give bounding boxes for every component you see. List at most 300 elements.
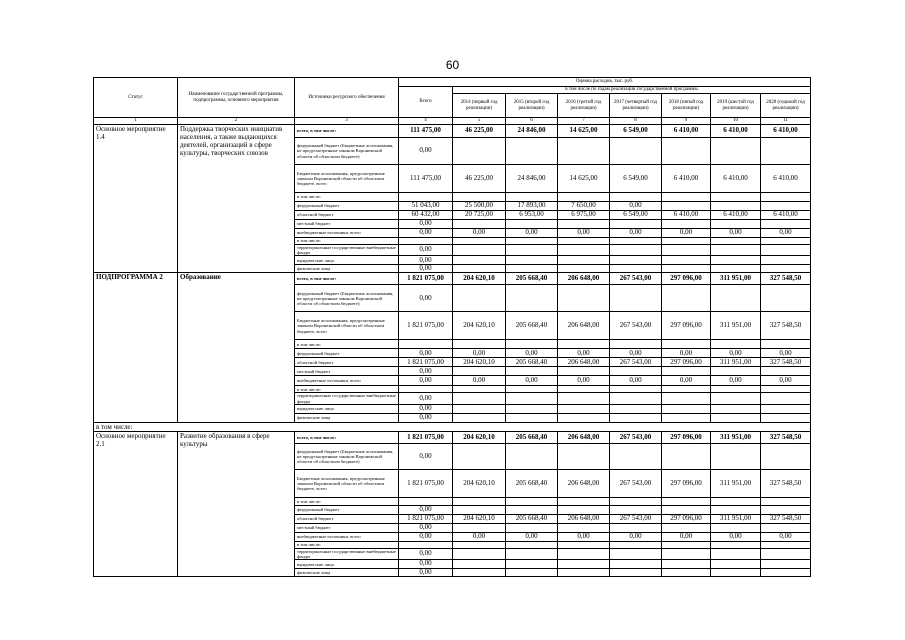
column-number: 2 — [178, 118, 295, 125]
value-cell — [610, 220, 662, 229]
value-cell — [453, 569, 506, 577]
value-cell — [711, 560, 761, 569]
value-cell — [761, 367, 811, 376]
value-cell — [711, 256, 761, 265]
value-cell — [610, 497, 662, 505]
value-cell: 0,00 — [399, 505, 453, 514]
value-cell — [711, 443, 761, 469]
column-number: 11 — [761, 118, 811, 125]
column-number: 3 — [295, 118, 399, 125]
value-cell: 46 225,00 — [453, 165, 506, 193]
value-cell — [506, 541, 558, 548]
value-cell: 297 096,00 — [662, 273, 711, 285]
value-cell: 1 821 075,00 — [399, 273, 453, 285]
value-cell: 0,00 — [558, 376, 610, 386]
value-cell: 0,00 — [506, 349, 558, 358]
source-cell: федеральный бюджет (Бюджетные ассигнования, не предусмотренные законом Воронежской области об областном бюджете) — [295, 443, 399, 469]
value-cell — [761, 443, 811, 469]
value-cell — [399, 340, 453, 349]
value-cell — [453, 413, 506, 422]
source-cell: всего, в том числе: — [295, 125, 399, 138]
subhead-row — [94, 422, 811, 431]
header-estimate: Оценка расходов, тыс. руб. — [399, 78, 811, 87]
table-row — [94, 431, 811, 443]
table-row — [94, 273, 811, 285]
value-cell — [558, 443, 610, 469]
value-cell — [506, 386, 558, 393]
value-cell — [558, 560, 610, 569]
source-cell: юридические лица — [295, 560, 399, 569]
value-cell — [506, 548, 558, 559]
value-cell — [399, 193, 453, 202]
value-cell — [558, 386, 610, 393]
value-cell — [610, 523, 662, 532]
header-year: 2020 (седьмой год реализации) — [761, 94, 811, 118]
column-number: 9 — [662, 118, 711, 125]
value-cell: 0,00 — [506, 229, 558, 238]
value-cell — [711, 285, 761, 312]
value-cell — [761, 256, 811, 265]
value-cell: 46 225,00 — [453, 125, 506, 138]
value-cell: 0,00 — [399, 229, 453, 238]
value-cell — [558, 245, 610, 256]
value-cell — [453, 541, 506, 548]
status-cell: Основное мероприятие 2.1 — [94, 431, 178, 576]
value-cell: 311 951,00 — [711, 469, 761, 497]
source-cell: в том числе: — [295, 193, 399, 202]
value-cell — [711, 138, 761, 165]
value-cell — [506, 443, 558, 469]
source-cell: в том числе: — [295, 541, 399, 548]
value-cell: 204 620,10 — [453, 514, 506, 523]
column-number: 8 — [610, 118, 662, 125]
source-cell: местный бюджет — [295, 220, 399, 229]
value-cell: 6 410,00 — [662, 165, 711, 193]
column-number: 7 — [558, 118, 610, 125]
value-cell: 205 668,40 — [506, 514, 558, 523]
value-cell — [662, 560, 711, 569]
value-cell: 0,00 — [610, 202, 662, 211]
value-cell — [662, 238, 711, 245]
value-cell — [558, 393, 610, 404]
value-cell — [506, 497, 558, 505]
value-cell — [558, 220, 610, 229]
column-number: 6 — [506, 118, 558, 125]
header-by-years: в том числе по годам реализации государственной программы — [453, 87, 811, 94]
value-cell: 0,00 — [506, 532, 558, 541]
value-cell — [453, 523, 506, 532]
value-cell — [453, 220, 506, 229]
column-number: 1 — [94, 118, 178, 125]
value-cell: 0,00 — [399, 256, 453, 265]
value-cell: 267 543,00 — [610, 358, 662, 367]
value-cell: 204 620,10 — [453, 431, 506, 443]
value-cell: 267 543,00 — [610, 273, 662, 285]
value-cell — [711, 404, 761, 413]
value-cell: 0,00 — [761, 229, 811, 238]
source-cell: территориальные государственные внебюджетные фонды — [295, 245, 399, 256]
value-cell — [662, 138, 711, 165]
value-cell: 327 548,50 — [761, 358, 811, 367]
status-cell: ПОДПРОГРАММА 2 — [94, 273, 178, 422]
value-cell: 6 410,00 — [711, 211, 761, 220]
value-cell: 6 410,00 — [662, 125, 711, 138]
value-cell — [711, 386, 761, 393]
value-cell — [761, 193, 811, 202]
value-cell — [453, 265, 506, 273]
value-cell — [662, 548, 711, 559]
value-cell: 1 821 075,00 — [399, 312, 453, 340]
value-cell: 17 893,00 — [506, 202, 558, 211]
value-cell — [610, 560, 662, 569]
value-cell — [558, 523, 610, 532]
source-cell: внебюджетные источники, всего — [295, 376, 399, 386]
source-cell: областной бюджет — [295, 514, 399, 523]
value-cell — [506, 238, 558, 245]
value-cell — [453, 285, 506, 312]
name-cell: Развитие образования в сфере культуры — [178, 431, 295, 576]
value-cell — [662, 340, 711, 349]
value-cell — [711, 523, 761, 532]
value-cell: 0,00 — [662, 376, 711, 386]
value-cell — [711, 541, 761, 548]
budget-table-body — [94, 78, 811, 577]
value-cell: 0,00 — [399, 245, 453, 256]
value-cell: 297 096,00 — [662, 469, 711, 497]
value-cell — [711, 413, 761, 422]
value-cell — [506, 245, 558, 256]
header-year: 2019 (шестой год реализации) — [711, 94, 761, 118]
value-cell — [761, 245, 811, 256]
source-cell: юридические лица — [295, 404, 399, 413]
source-cell: федеральный бюджет — [295, 505, 399, 514]
value-cell — [662, 497, 711, 505]
value-cell: 0,00 — [399, 404, 453, 413]
value-cell — [399, 541, 453, 548]
value-cell: 206 648,00 — [558, 514, 610, 523]
value-cell: 0,00 — [558, 349, 610, 358]
value-cell: 205 668,40 — [506, 431, 558, 443]
value-cell: 0,00 — [453, 376, 506, 386]
value-cell — [610, 245, 662, 256]
value-cell: 311 951,00 — [711, 312, 761, 340]
value-cell: 0,00 — [711, 349, 761, 358]
value-cell: 267 543,00 — [610, 312, 662, 340]
name-cell: Поддержка творческих инициатив населения, а также выдающихся деятелей, организаций в сфере культуры, творческих союзов — [178, 125, 295, 273]
source-cell: Бюджетные ассигнования, предусмотренные законом Воронежской области об областном бюджете, всего — [295, 469, 399, 497]
value-cell: 0,00 — [761, 532, 811, 541]
value-cell — [610, 340, 662, 349]
value-cell — [610, 138, 662, 165]
value-cell — [558, 541, 610, 548]
value-cell: 6 549,00 — [610, 125, 662, 138]
value-cell: 0,00 — [662, 229, 711, 238]
value-cell: 205 668,40 — [506, 312, 558, 340]
value-cell: 205 668,40 — [506, 358, 558, 367]
value-cell: 0,00 — [399, 220, 453, 229]
value-cell: 0,00 — [399, 413, 453, 422]
value-cell — [558, 367, 610, 376]
value-cell — [662, 193, 711, 202]
value-cell — [453, 245, 506, 256]
value-cell — [662, 202, 711, 211]
value-cell: 297 096,00 — [662, 312, 711, 340]
value-cell: 267 543,00 — [610, 514, 662, 523]
value-cell: 6 410,00 — [711, 165, 761, 193]
value-cell: 0,00 — [711, 229, 761, 238]
value-cell — [761, 340, 811, 349]
value-cell — [761, 541, 811, 548]
value-cell — [506, 193, 558, 202]
value-cell — [662, 523, 711, 532]
value-cell — [506, 285, 558, 312]
source-cell: федеральный бюджет — [295, 202, 399, 211]
value-cell: 1 821 075,00 — [399, 358, 453, 367]
value-cell: 60 432,00 — [399, 211, 453, 220]
source-cell: территориальные государственные внебюджетные фонды — [295, 548, 399, 559]
value-cell: 0,00 — [558, 229, 610, 238]
value-cell — [711, 393, 761, 404]
value-cell: 0,00 — [399, 393, 453, 404]
value-cell — [506, 393, 558, 404]
value-cell: 6 975,00 — [558, 211, 610, 220]
value-cell — [610, 238, 662, 245]
value-cell: 6 410,00 — [662, 211, 711, 220]
value-cell: 0,00 — [558, 532, 610, 541]
value-cell: 24 846,00 — [506, 165, 558, 193]
value-cell — [662, 245, 711, 256]
value-cell: 6 410,00 — [761, 211, 811, 220]
value-cell — [662, 443, 711, 469]
value-cell — [399, 238, 453, 245]
value-cell — [506, 404, 558, 413]
value-cell — [558, 548, 610, 559]
value-cell — [610, 193, 662, 202]
value-cell — [761, 238, 811, 245]
value-cell — [558, 340, 610, 349]
value-cell — [506, 256, 558, 265]
value-cell: 327 548,50 — [761, 273, 811, 285]
header-year: 2015 (второй год реализации) — [506, 94, 558, 118]
value-cell — [558, 285, 610, 312]
source-cell: физические лица — [295, 265, 399, 273]
value-cell — [506, 367, 558, 376]
source-cell: территориальные государственные внебюджетные фонды — [295, 393, 399, 404]
value-cell — [453, 256, 506, 265]
header-year: 2016 (третий год реализации) — [558, 94, 610, 118]
value-cell — [761, 393, 811, 404]
table-row — [94, 125, 811, 138]
value-cell — [506, 265, 558, 273]
value-cell — [711, 265, 761, 273]
value-cell — [610, 404, 662, 413]
value-cell — [558, 413, 610, 422]
value-cell — [761, 220, 811, 229]
value-cell: 0,00 — [399, 569, 453, 577]
value-cell: 0,00 — [610, 229, 662, 238]
value-cell — [610, 386, 662, 393]
value-cell — [711, 497, 761, 505]
value-cell: 205 668,40 — [506, 273, 558, 285]
value-cell: 24 846,00 — [506, 125, 558, 138]
value-cell — [662, 413, 711, 422]
value-cell: 6 410,00 — [761, 125, 811, 138]
value-cell — [761, 560, 811, 569]
value-cell — [558, 265, 610, 273]
value-cell — [761, 138, 811, 165]
source-cell: физические лица — [295, 569, 399, 577]
value-cell — [711, 220, 761, 229]
value-cell — [711, 245, 761, 256]
value-cell — [711, 193, 761, 202]
header-source: Источники ресурсного обеспечения — [295, 78, 399, 118]
value-cell: 51 043,00 — [399, 202, 453, 211]
value-cell — [558, 505, 610, 514]
value-cell — [761, 413, 811, 422]
source-cell: местный бюджет — [295, 367, 399, 376]
value-cell — [610, 541, 662, 548]
value-cell — [558, 238, 610, 245]
value-cell — [610, 443, 662, 469]
source-cell: Бюджетные ассигнования, предусмотренные законом Воронежской области об областном бюджете, всего — [295, 165, 399, 193]
value-cell — [558, 404, 610, 413]
value-cell — [453, 497, 506, 505]
value-cell: 1 821 075,00 — [399, 514, 453, 523]
value-cell: 297 096,00 — [662, 358, 711, 367]
value-cell — [711, 548, 761, 559]
value-cell — [453, 340, 506, 349]
value-cell: 6 410,00 — [711, 125, 761, 138]
value-cell — [761, 386, 811, 393]
value-cell: 0,00 — [761, 349, 811, 358]
value-cell — [761, 404, 811, 413]
value-cell — [761, 523, 811, 532]
value-cell: 0,00 — [399, 367, 453, 376]
value-cell: 0,00 — [453, 229, 506, 238]
value-cell — [399, 386, 453, 393]
value-cell — [399, 497, 453, 505]
value-cell — [662, 569, 711, 577]
value-cell — [610, 256, 662, 265]
value-cell — [506, 340, 558, 349]
value-cell: 0,00 — [610, 349, 662, 358]
value-cell: 0,00 — [399, 376, 453, 386]
column-number: 4 — [399, 118, 453, 125]
value-cell: 0,00 — [761, 376, 811, 386]
value-cell — [711, 340, 761, 349]
value-cell — [711, 367, 761, 376]
value-cell — [662, 220, 711, 229]
value-cell: 0,00 — [399, 265, 453, 273]
value-cell: 297 096,00 — [662, 431, 711, 443]
value-cell: 297 096,00 — [662, 514, 711, 523]
name-cell: Образование — [178, 273, 295, 422]
value-cell — [662, 505, 711, 514]
source-cell: внебюджетные источники, всего — [295, 532, 399, 541]
value-cell: 6 549,00 — [610, 211, 662, 220]
value-cell: 0,00 — [399, 560, 453, 569]
column-number: 10 — [711, 118, 761, 125]
value-cell — [453, 560, 506, 569]
header-year: 2018 (пятый год реализации) — [662, 94, 711, 118]
value-cell: 20 725,00 — [453, 211, 506, 220]
value-cell — [506, 523, 558, 532]
value-cell — [761, 265, 811, 273]
value-cell: 6 549,00 — [610, 165, 662, 193]
source-cell: федеральный бюджет (Бюджетные ассигнования, не предусмотренные законом Воронежской области об областном бюджете) — [295, 138, 399, 165]
source-cell: в том числе: — [295, 340, 399, 349]
value-cell: 206 648,00 — [558, 312, 610, 340]
value-cell — [662, 404, 711, 413]
value-cell: 6 410,00 — [761, 165, 811, 193]
value-cell: 311 951,00 — [711, 514, 761, 523]
value-cell — [610, 285, 662, 312]
value-cell — [506, 138, 558, 165]
value-cell — [610, 265, 662, 273]
value-cell: 0,00 — [506, 376, 558, 386]
value-cell: 205 668,40 — [506, 469, 558, 497]
value-cell — [761, 202, 811, 211]
value-cell: 1 821 075,00 — [399, 431, 453, 443]
value-cell: 0,00 — [399, 443, 453, 469]
value-cell — [610, 367, 662, 376]
value-cell: 267 543,00 — [610, 469, 662, 497]
value-cell: 327 548,50 — [761, 514, 811, 523]
value-cell: 204 620,10 — [453, 469, 506, 497]
value-cell — [453, 238, 506, 245]
value-cell — [711, 238, 761, 245]
source-cell: в том числе: — [295, 497, 399, 505]
value-cell — [453, 393, 506, 404]
value-cell — [453, 404, 506, 413]
value-cell: 14 625,00 — [558, 165, 610, 193]
source-cell: федеральный бюджет — [295, 349, 399, 358]
value-cell: 327 548,50 — [761, 469, 811, 497]
budget-table — [93, 77, 811, 577]
value-cell: 204 620,10 — [453, 358, 506, 367]
value-cell: 0,00 — [711, 376, 761, 386]
source-cell: областной бюджет — [295, 211, 399, 220]
value-cell: 206 648,00 — [558, 431, 610, 443]
value-cell — [761, 548, 811, 559]
value-cell — [453, 193, 506, 202]
value-cell: 206 648,00 — [558, 469, 610, 497]
value-cell: 0,00 — [399, 285, 453, 312]
value-cell — [453, 138, 506, 165]
value-cell — [662, 393, 711, 404]
value-cell — [558, 193, 610, 202]
value-cell: 0,00 — [399, 548, 453, 559]
value-cell — [761, 505, 811, 514]
value-cell — [506, 505, 558, 514]
value-cell: 311 951,00 — [711, 358, 761, 367]
header-year: 2014 (первый год реализации) — [453, 94, 506, 118]
value-cell: 1 821 075,00 — [399, 469, 453, 497]
value-cell: 6 953,00 — [506, 211, 558, 220]
value-cell: 0,00 — [711, 532, 761, 541]
value-cell: 0,00 — [399, 532, 453, 541]
status-cell: Основное мероприятие 1.4 — [94, 125, 178, 273]
value-cell: 7 650,00 — [558, 202, 610, 211]
value-cell: 25 500,00 — [453, 202, 506, 211]
value-cell — [662, 386, 711, 393]
value-cell — [761, 569, 811, 577]
header-name: Наименование государственной программы, подпрограммы, основного мероприятия — [178, 78, 295, 118]
value-cell: 0,00 — [610, 532, 662, 541]
value-cell — [610, 413, 662, 422]
value-cell — [610, 548, 662, 559]
value-cell — [662, 285, 711, 312]
